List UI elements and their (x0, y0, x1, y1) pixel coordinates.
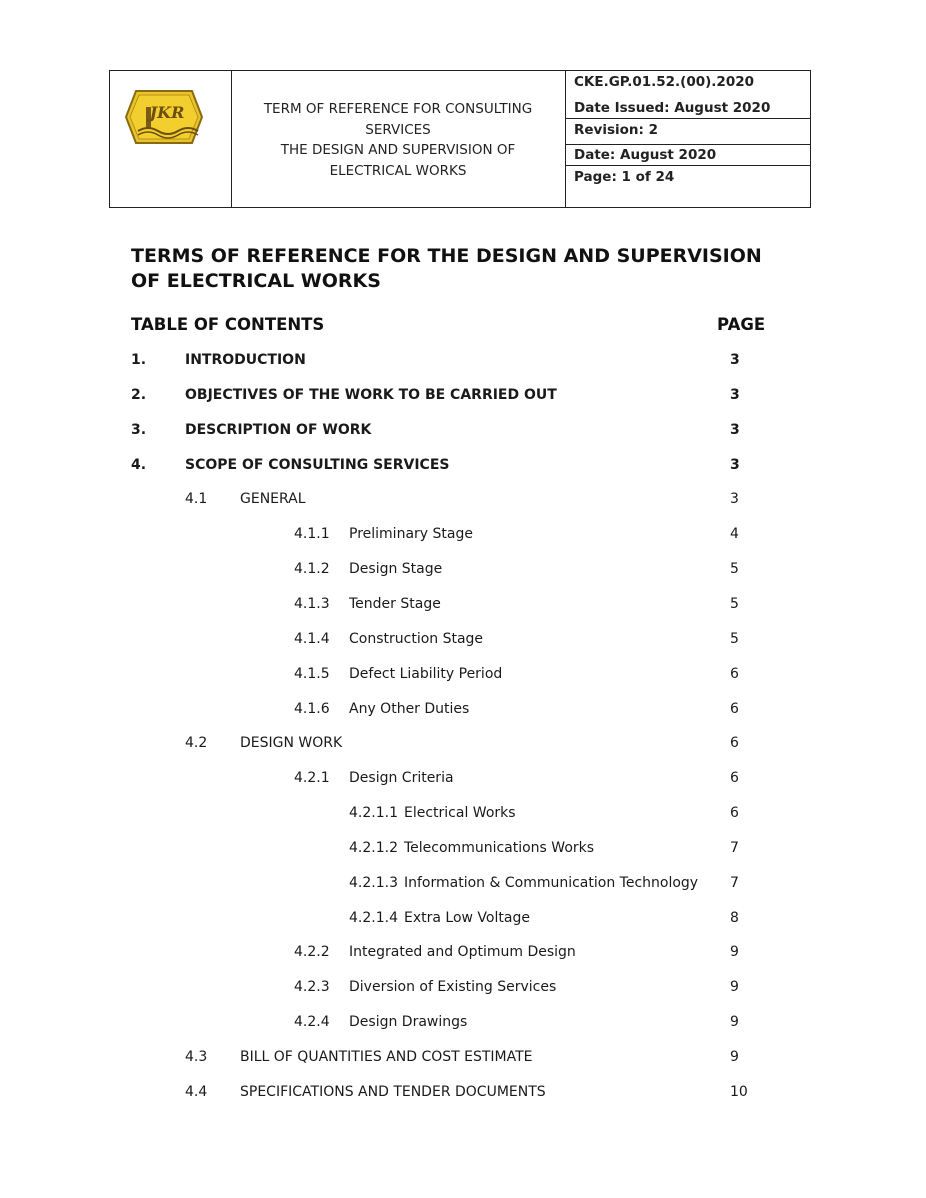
document-code: CKE.GP.01.52.(00).2020 (574, 74, 755, 90)
toc-entry-page: 3 (730, 456, 740, 473)
toc-entry-number: 4.2.4 (294, 1014, 330, 1031)
document-header-table (109, 70, 811, 208)
header-title (233, 99, 563, 181)
toc-entry-number: 4.1.6 (294, 700, 330, 717)
toc-entry (0, 422, 926, 444)
toc-entry-number: 4.3 (185, 1049, 208, 1065)
toc-entry-title: GENERAL (240, 491, 306, 508)
toc-entry-number: 3. (131, 421, 147, 438)
header-row-divider (565, 144, 810, 145)
page-number: Page: 1 of 24 (574, 169, 675, 185)
header-title-line: SERVICES (365, 121, 431, 138)
toc-entry-number: 4.4 (185, 1083, 208, 1100)
toc-entry-title: Design Drawings (349, 1014, 468, 1031)
toc-entry-number: 4.2.1.3 (349, 874, 398, 891)
toc-entry (0, 875, 926, 897)
date-issued: Date Issued: August 2020 (574, 100, 771, 116)
toc-entry-page: 9 (730, 1014, 739, 1031)
toc-entry-page: 9 (730, 1049, 739, 1065)
toc-entry-number: 4.1.4 (294, 630, 330, 647)
toc-entry-number: 4.2.1.1 (349, 805, 398, 822)
document-title-line: TERMS OF REFERENCE FOR THE DESIGN AND SUPERVISION (131, 245, 762, 267)
header-title-line: THE DESIGN AND SUPERVISION OF (280, 142, 516, 158)
header-row-divider (565, 118, 810, 119)
toc-entry (0, 979, 926, 1001)
toc-entry (0, 770, 926, 792)
toc-entry-title: SPECIFICATIONS AND TENDER DOCUMENTS (240, 1083, 546, 1100)
toc-entry-number: 4.2 (185, 735, 208, 752)
toc-entry-title: BILL OF QUANTITIES AND COST ESTIMATE (240, 1049, 533, 1065)
toc-entry-number: 4.2.1.2 (349, 839, 398, 856)
toc-entry-number: 4.2.3 (294, 979, 330, 996)
toc-entry-title: Information & Communication Technology (404, 874, 699, 891)
toc-entry (0, 596, 926, 618)
toc-entry-title: Extra Low Voltage (404, 909, 530, 926)
toc-entry-number: 4.1 (185, 491, 208, 508)
toc-entry-page: 10 (730, 1083, 748, 1100)
revision-date: Date: August 2020 (574, 147, 717, 163)
toc-entry (0, 457, 926, 479)
toc-entry-page: 6 (730, 700, 739, 717)
toc-entry-page: 8 (730, 909, 739, 926)
toc-entry-page: 6 (730, 805, 739, 822)
header-row-divider (565, 165, 810, 166)
toc-entry-title: DESCRIPTION OF WORK (185, 421, 372, 438)
toc-entry-title: INTRODUCTION (185, 352, 306, 368)
toc-entry-number: 4.1.5 (294, 665, 330, 682)
svg-text:JKR: JKR (149, 103, 185, 122)
document-title (131, 244, 791, 294)
toc-entry-title: Construction Stage (349, 630, 484, 647)
toc-entry-title: Tender Stage (349, 595, 441, 612)
toc-entry-title: Defect Liability Period (349, 665, 503, 682)
jkr-logo (124, 87, 204, 147)
toc-heading: TABLE OF CONTENTS (131, 315, 325, 334)
toc-entry-page: 7 (730, 839, 739, 856)
toc-entry (0, 387, 926, 409)
toc-entry-page: 3 (730, 491, 739, 508)
toc-entry-number: 2. (131, 386, 147, 403)
toc-entry (0, 526, 926, 548)
toc-entry-page: 3 (730, 421, 740, 438)
toc-entry-page: 5 (730, 595, 739, 612)
toc-entry (0, 1049, 926, 1071)
toc-entry (0, 491, 926, 513)
toc-entry (0, 1084, 926, 1106)
toc-entry-number: 4.1.1 (294, 526, 330, 543)
toc-entry-title: Design Criteria (349, 770, 454, 787)
toc-entry-title: Preliminary Stage (349, 526, 473, 543)
toc-entry (0, 840, 926, 862)
toc-entry-page: 4 (730, 526, 739, 543)
header-divider (565, 71, 566, 207)
toc-entry-page: 3 (730, 386, 740, 403)
revision: Revision: 2 (574, 122, 659, 138)
toc-entry-number: 4.1.3 (294, 595, 330, 612)
toc-entry-page: 5 (730, 561, 739, 578)
toc-entry (0, 1014, 926, 1036)
toc-entry (0, 352, 926, 374)
toc-entry (0, 805, 926, 827)
toc-entry-title: Diversion of Existing Services (349, 979, 557, 996)
toc-entry-page: 6 (730, 735, 739, 752)
header-title-line: ELECTRICAL WORKS (329, 162, 467, 179)
toc-entry-page: 6 (730, 665, 739, 682)
toc-page-heading: PAGE (717, 315, 766, 334)
toc-entry (0, 735, 926, 757)
toc-entry (0, 910, 926, 932)
toc-entry (0, 561, 926, 583)
toc-entry-page: 7 (730, 874, 739, 891)
toc-entry-number: 4.1.2 (294, 561, 330, 578)
toc-entry-page: 6 (730, 770, 739, 787)
toc-entry-title: Electrical Works (404, 805, 516, 822)
toc-entry-number: 4.2.1 (294, 770, 330, 787)
toc-entry-title: OBJECTIVES OF THE WORK TO BE CARRIED OUT (185, 386, 557, 403)
header-divider (231, 71, 232, 207)
document-title-line: OF ELECTRICAL WORKS (131, 270, 381, 292)
toc-entry-title: DESIGN WORK (240, 735, 343, 752)
toc-entry-number: 4.2.1.4 (349, 909, 398, 926)
toc-entry-number: 1. (131, 352, 147, 368)
toc-entry (0, 944, 926, 966)
toc-entry-title: Any Other Duties (349, 700, 470, 717)
toc-entry-title: Telecommunications Works (404, 839, 595, 856)
toc-entry (0, 701, 926, 723)
toc-entry-title: Integrated and Optimum Design (349, 944, 576, 961)
toc-entry (0, 631, 926, 653)
toc-entry (0, 666, 926, 688)
toc-entry-page: 9 (730, 944, 739, 961)
toc-entry-page: 3 (730, 352, 740, 368)
toc-entry-title: Design Stage (349, 561, 443, 578)
toc-entry-number: 4. (131, 456, 147, 473)
toc-entry-title: SCOPE OF CONSULTING SERVICES (185, 456, 450, 473)
header-title-line: TERM OF REFERENCE FOR CONSULTING (263, 101, 533, 117)
toc-entry-page: 5 (730, 630, 739, 647)
toc-entry-number: 4.2.2 (294, 944, 330, 961)
toc-entry-page: 9 (730, 979, 739, 996)
